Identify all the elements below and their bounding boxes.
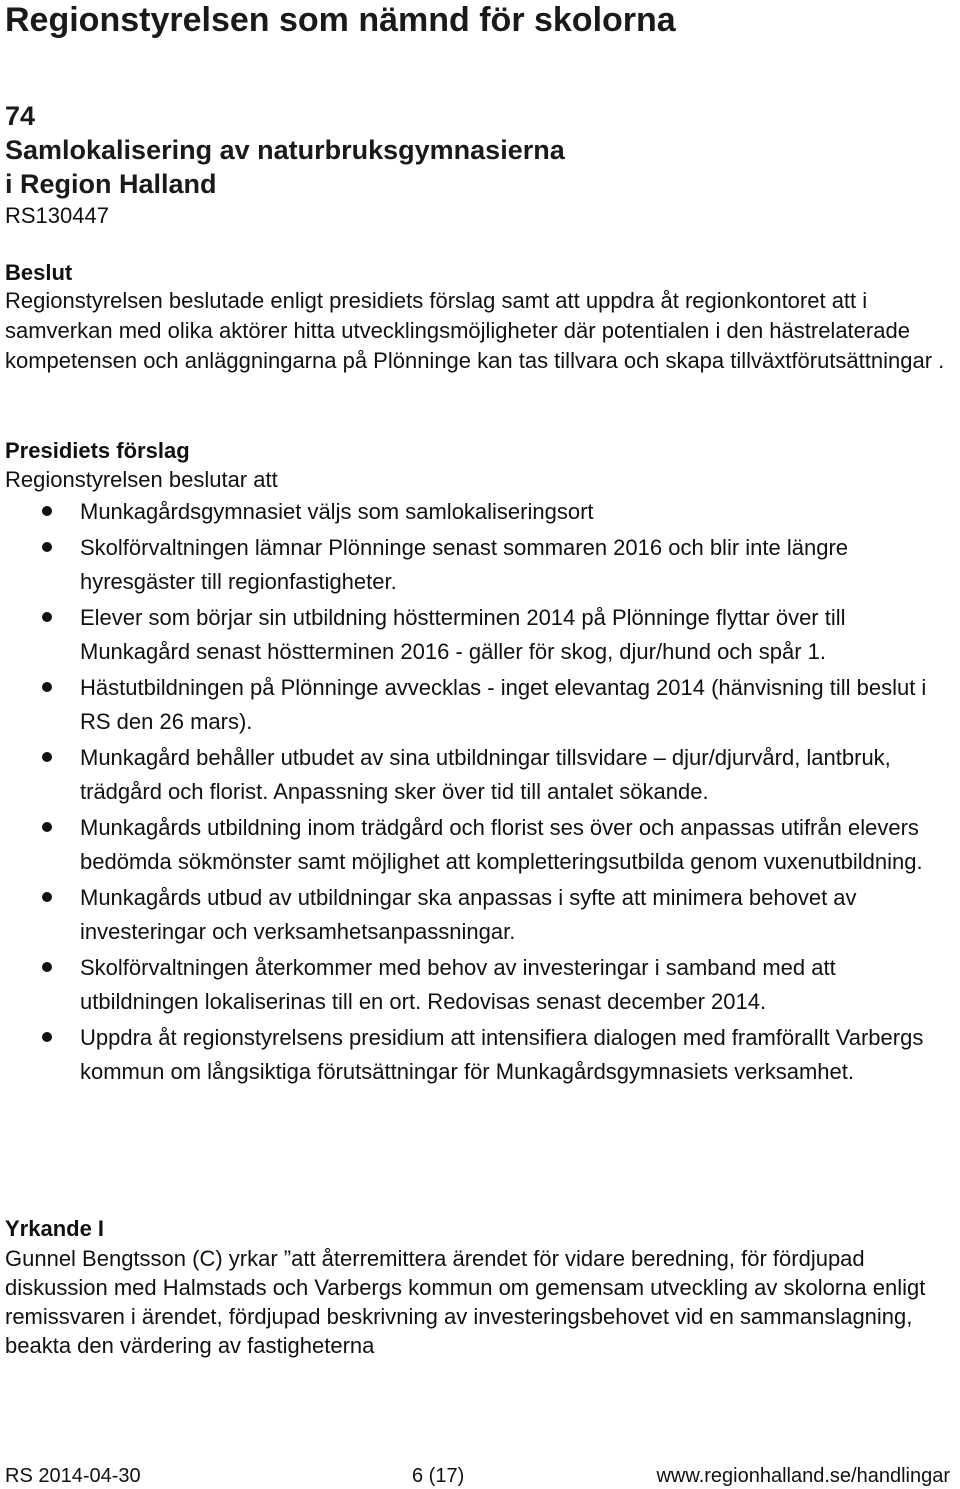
bullet-icon — [42, 612, 52, 622]
list-item — [0, 1021, 960, 1089]
footer-date: RS 2014-04-30 — [5, 1465, 141, 1487]
agenda-item-title — [5, 99, 565, 201]
bullet-icon — [42, 962, 52, 972]
list-item-text: Skolförvaltningen lämnar Plönninge senast sommaren 2016 och blir inte längre hyresgäster till regionfastigheter. — [80, 535, 849, 594]
list-item-text: Skolförvaltningen återkommer med behov av investeringar i samband med att utbildningen lokaliserinas till en ort. Redovisas senast december 2014. — [80, 955, 836, 1014]
bullet-icon — [42, 1032, 52, 1042]
list-item-text: Munkagård behåller utbudet av sina utbildningar tillsvidare – djur/djurvård, lantbruk, trädgård och florist. Anpassning sker över tid till antalet sökande. — [80, 745, 891, 804]
bullet-icon — [42, 892, 52, 902]
proposal-list — [0, 495, 960, 1091]
presidiets-forslag-heading: Presidiets förslag — [5, 438, 190, 463]
list-item-text: Munkagårdsgymnasiet väljs som samlokaliseringsort — [80, 499, 594, 524]
yrkande-heading: Yrkande I — [5, 1216, 105, 1241]
presidiets-forslag-intro: Regionstyrelsen beslutar att — [5, 467, 278, 492]
list-item — [0, 495, 960, 529]
list-item — [0, 951, 960, 1019]
agenda-title-line-2: i Region Halland — [5, 169, 217, 199]
agenda-number: 74 — [5, 101, 36, 131]
beslut-text: Regionstyrelsen beslutade enligt presidiets förslag samt att uppdra åt regionkontoret att i samverkan med olika aktörer hitta utvecklingsmöjligheter där potentialen i den hästrelaterade kompetensen och anläggningarna på Plönninge kan tas tillvara och skapa tillväxtförutsättningar . — [5, 288, 945, 373]
list-item — [0, 531, 960, 599]
bullet-icon — [42, 506, 52, 516]
page-title: Regionstyrelsen som nämnd för skolorna — [5, 1, 676, 39]
list-item — [0, 601, 960, 669]
list-item-text: Uppdra åt regionstyrelsens presidium att intensifiera dialogen med framförallt Varbergs kommun om långsiktiga förutsättningar för Munkagårdsgymnasiets verksamhet. — [80, 1025, 924, 1084]
bullet-icon — [42, 752, 52, 762]
agenda-title-line-1: Samlokalisering av naturbruksgymnasierna — [5, 135, 565, 165]
list-item-text: Elever som börjar sin utbildning höstterminen 2014 på Plönninge flyttar över till Munkagård senast höstterminen 2016 - gäller för skog, djur/hund och spår 1. — [80, 605, 846, 664]
list-item-text: Munkagårds utbildning inom trädgård och florist ses över och anpassas utifrån elevers bedömda sökmönster samt möjlighet att kompletteringsutbilda genom vuxenutbildning. — [80, 815, 923, 874]
list-item-text: Hästutbildningen på Plönninge avvecklas - inget elevantag 2014 (hänvisning till beslut i RS den 26 mars). — [80, 675, 927, 734]
yrkande-text: Gunnel Bengtsson (C) yrkar ”att återremittera ärendet för vidare beredning, för fördjupad diskussion med Halmstads och Varbergs kommun om gemensam utveckling av skolorna enligt remissvaren i ärendet, fördjupad beskrivning av investeringsbehovet vid en sammanslagning, beakta den värdering av fastigheterna — [5, 1246, 926, 1358]
bullet-icon — [42, 822, 52, 832]
list-item — [0, 741, 960, 809]
list-item — [0, 811, 960, 879]
footer-page-number: 6 (17) — [412, 1465, 465, 1487]
list-item — [0, 881, 960, 949]
beslut-heading: Beslut — [5, 260, 73, 285]
list-item-text: Munkagårds utbud av utbildningar ska anpassas i syfte att minimera behovet av investeringar och verksamhetsanpassningar. — [80, 885, 857, 944]
footer-url: www.regionhalland.se/handlingar — [656, 1465, 950, 1487]
list-item — [0, 671, 960, 739]
bullet-icon — [42, 542, 52, 552]
bullet-icon — [42, 682, 52, 692]
page-footer — [0, 1463, 960, 1489]
case-id: RS130447 — [5, 203, 109, 228]
